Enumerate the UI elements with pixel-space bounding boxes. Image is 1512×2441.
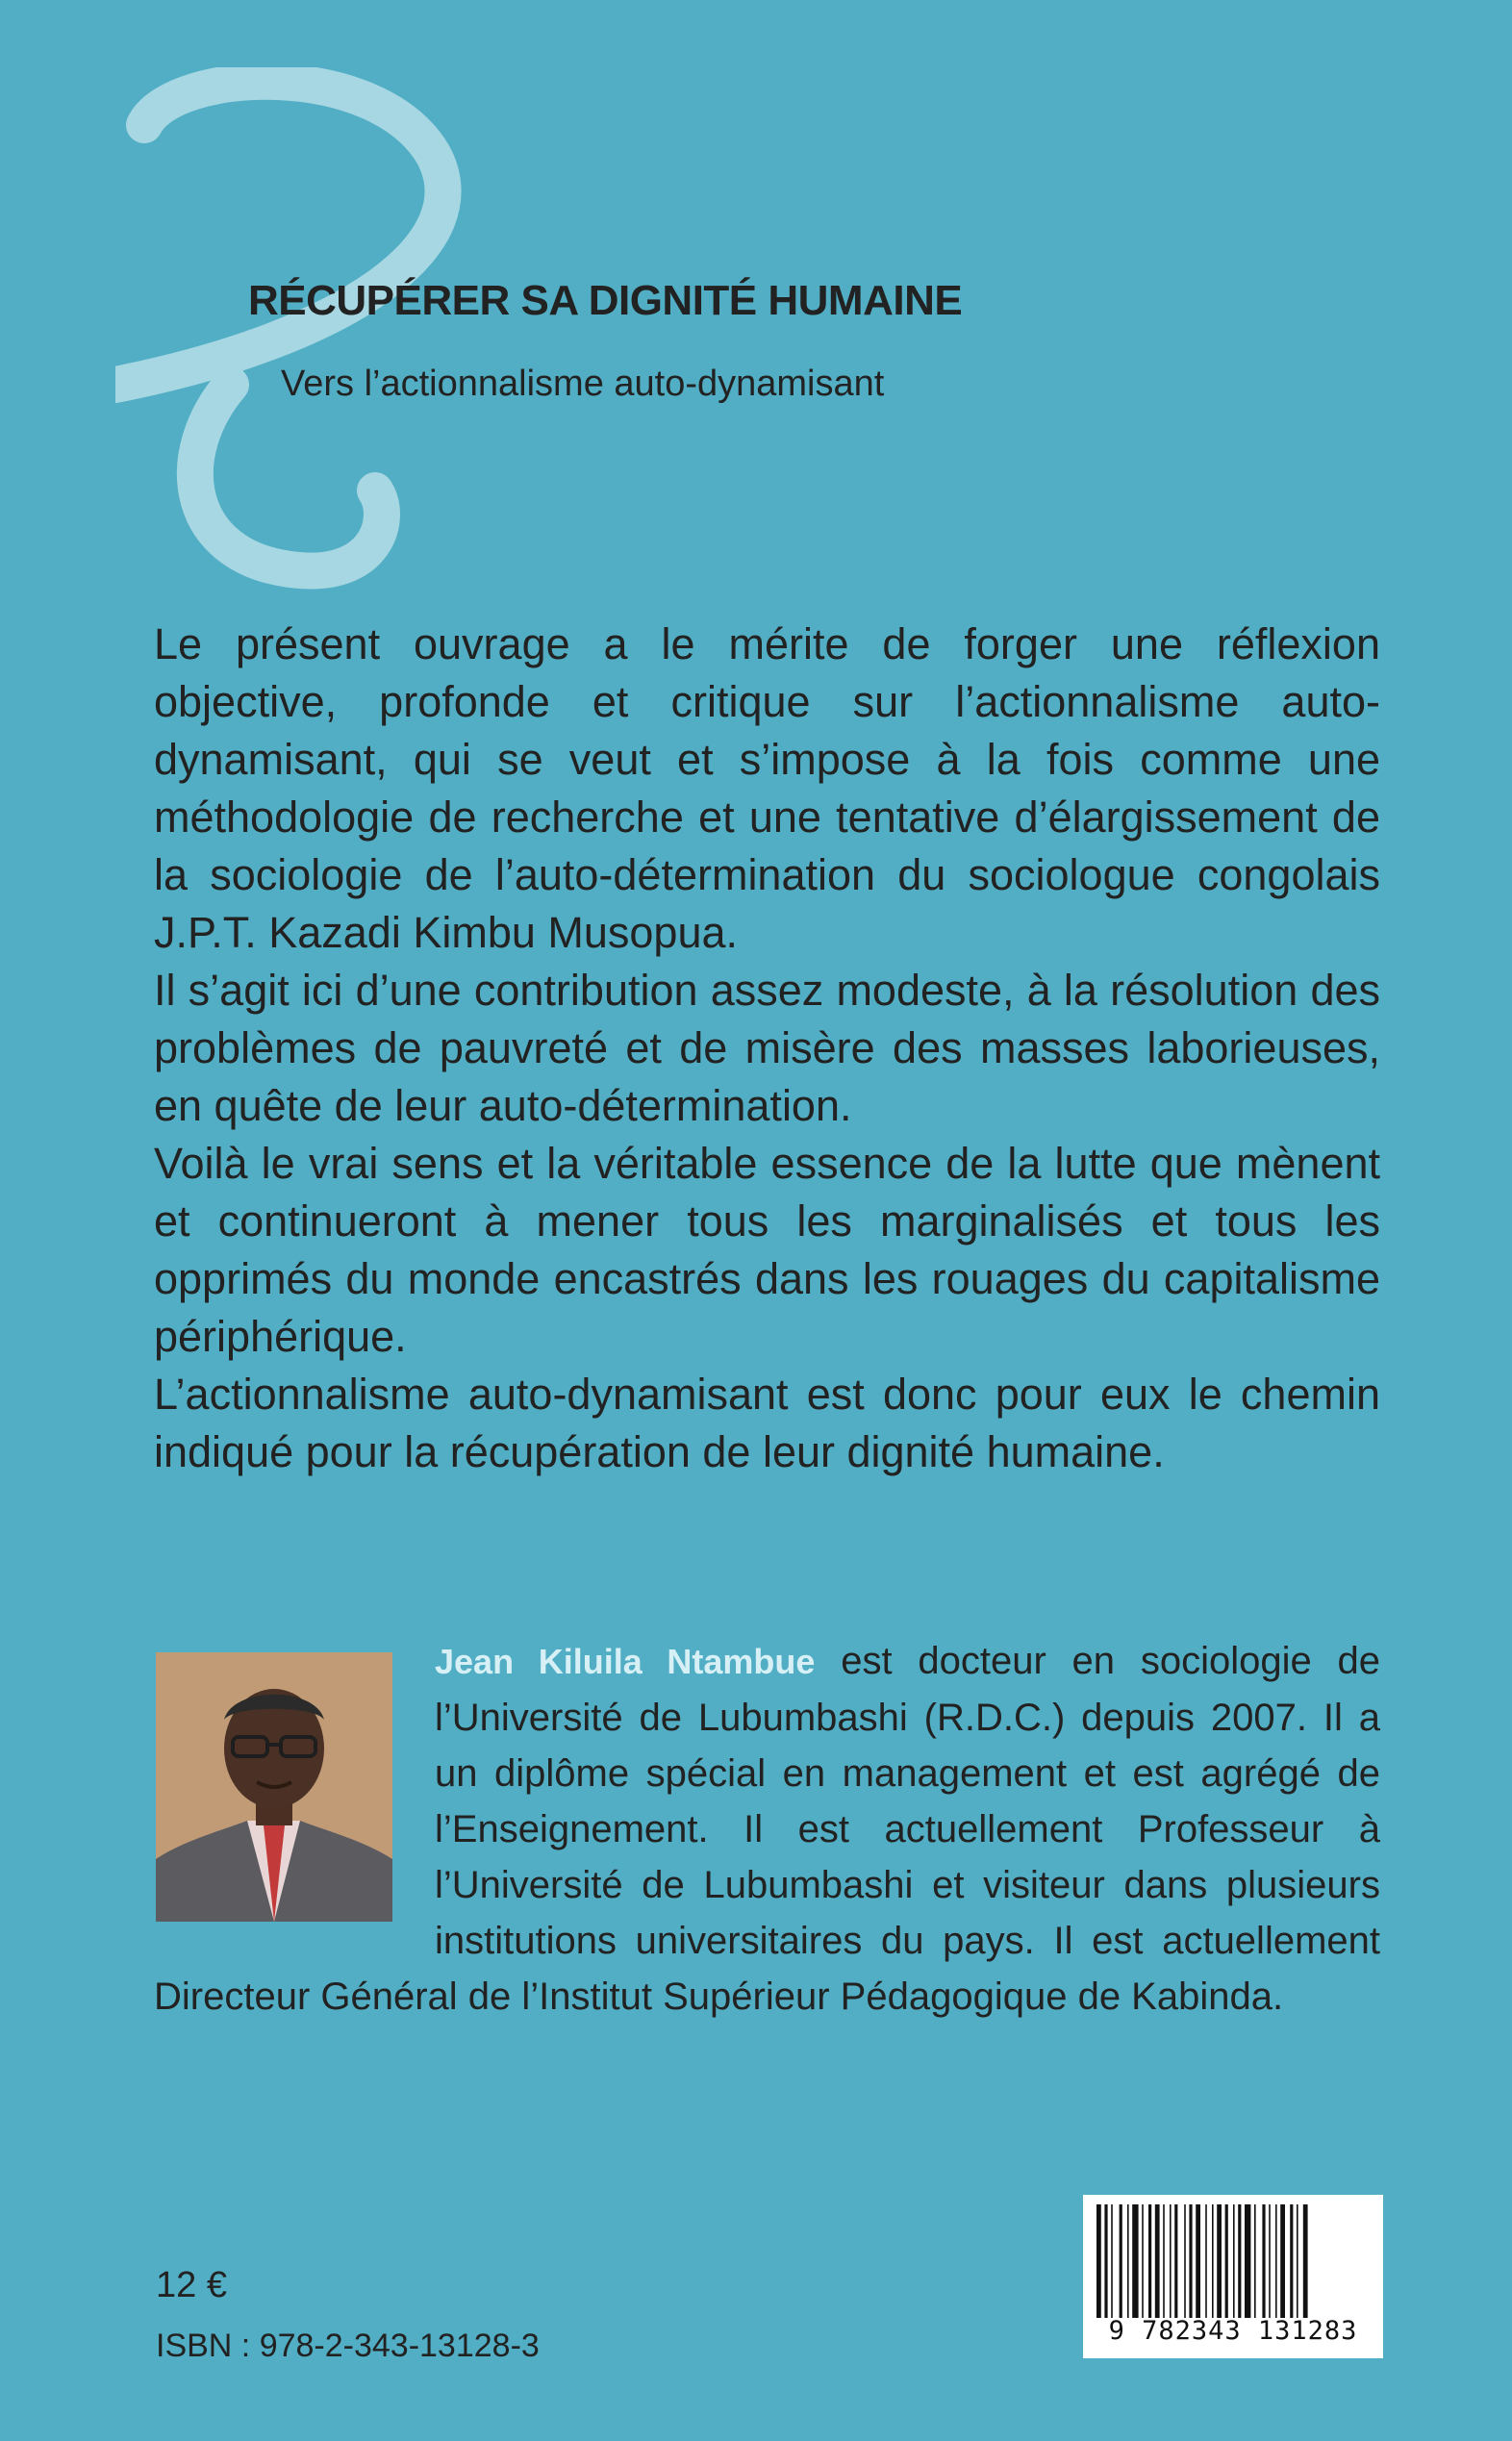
hook-emblem-icon	[115, 67, 500, 625]
barcode	[1083, 2195, 1383, 2358]
price: 12 €	[156, 2265, 227, 2305]
summary-paragraph: Voilà le vrai sens et la véritable essence de la lutte que mènent et continueront à mener tous les marginalisés et tous les opprimés du monde encastrés dans les rouages du capitalisme périphérique.	[154, 1139, 1380, 1361]
barcode-digits: 9 782343 131283	[1108, 2316, 1358, 2346]
author-bio	[154, 1633, 1380, 2025]
isbn: ISBN : 978-2-343-13128-3	[156, 2328, 540, 2364]
barcode-bars-icon	[1096, 2204, 1370, 2318]
summary-paragraph: Il s’agit ici d’une contribution assez modeste, à la résolution des problèmes de pauvreté et de misère des masses laborieuses, en quête de leur auto-détermination.	[154, 966, 1380, 1130]
author-bio-text: est docteur en sociologie de l’Université de Lubumbashi (R.D.C.) depuis 2007. Il a un diplôme spécial en management et est agrégé de l’Enseignement. Il est actuellement Professeur à l’Université de Lubumbashi et visiteur dans plusieurs institutions universitaires du pays. Il est actuellement Directeur Général de l’Institut Supérieur Pédagogique de Kabinda.	[154, 1640, 1380, 2018]
summary-paragraph: Le présent ouvrage a le mérite de forger une réflexion objective, profonde et critique sur l’actionnalisme auto-dynamisant, qui se veut et s’impose à la fois comme une méthodologie de recherche et une tentative d’élargissement de la sociologie de l’auto-détermination du sociologue congolais J.P.T. Kazadi Kimbu Musopua.	[154, 619, 1380, 957]
author-name: Jean Kiluila Ntambue	[435, 1642, 816, 1681]
summary-paragraph: L’actionnalisme auto-dynamisant est donc pour eux le chemin indiqué pour la récupération de leur dignité humaine.	[154, 1370, 1380, 1476]
book-title: RÉCUPÉRER SA DIGNITÉ HUMAINE	[248, 277, 963, 324]
summary-text	[154, 616, 1380, 1481]
book-subtitle: Vers l’actionnalisme auto-dynamisant	[281, 364, 885, 404]
